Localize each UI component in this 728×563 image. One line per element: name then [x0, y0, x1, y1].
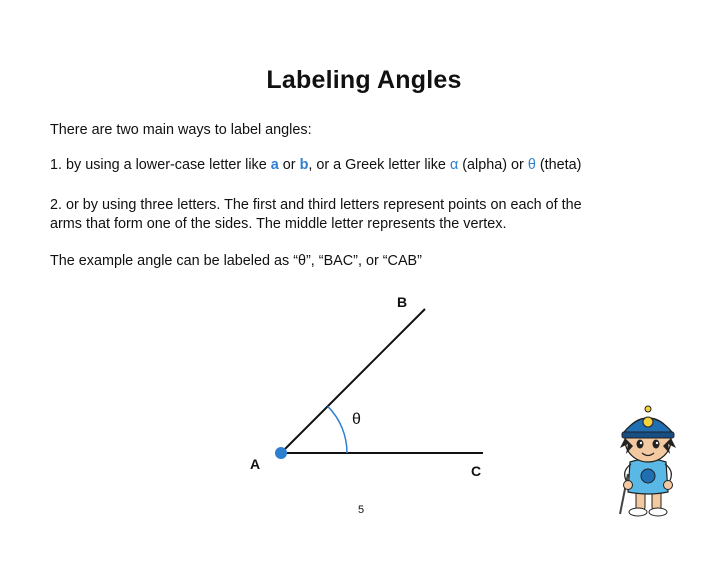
- letter-b-highlight: b: [299, 157, 309, 173]
- point-1-part-4: (alpha) or: [458, 157, 528, 173]
- point-1-part-3: , or a Greek letter like: [308, 157, 450, 173]
- vertex-point: [275, 447, 287, 459]
- angle-arc: [328, 406, 347, 453]
- point-c-label: C: [471, 463, 482, 479]
- alpha-highlight: α: [449, 157, 459, 173]
- page-number: 5: [358, 504, 365, 516]
- intro-text: There are two main ways to label angles:: [50, 122, 312, 138]
- angle-theta-label: θ: [352, 411, 361, 428]
- point-2-line-1: 2. or by using three letters. The first and third letters represent points on each of the: [50, 197, 582, 213]
- point-1-part-5: (theta): [535, 157, 582, 173]
- point-b-label: B: [397, 294, 408, 310]
- point-a-label: A: [250, 456, 261, 472]
- point-1-part-2: or: [278, 157, 300, 173]
- theta-highlight: θ: [527, 157, 536, 173]
- slide-title: Labeling Angles: [266, 66, 462, 94]
- point-2-line-2: arms that form one of the sides. The middle letter represents the vertex.: [50, 216, 507, 232]
- point-1-part-1: 1. by using a lower-case letter like: [50, 157, 271, 173]
- letter-a-highlight: a: [270, 157, 279, 173]
- ray-ab: [281, 309, 425, 453]
- cartoon-boy-mascot-icon: [598, 402, 698, 522]
- example-text: The example angle can be labeled as “θ”, “BAC”, or “CAB”: [50, 253, 422, 269]
